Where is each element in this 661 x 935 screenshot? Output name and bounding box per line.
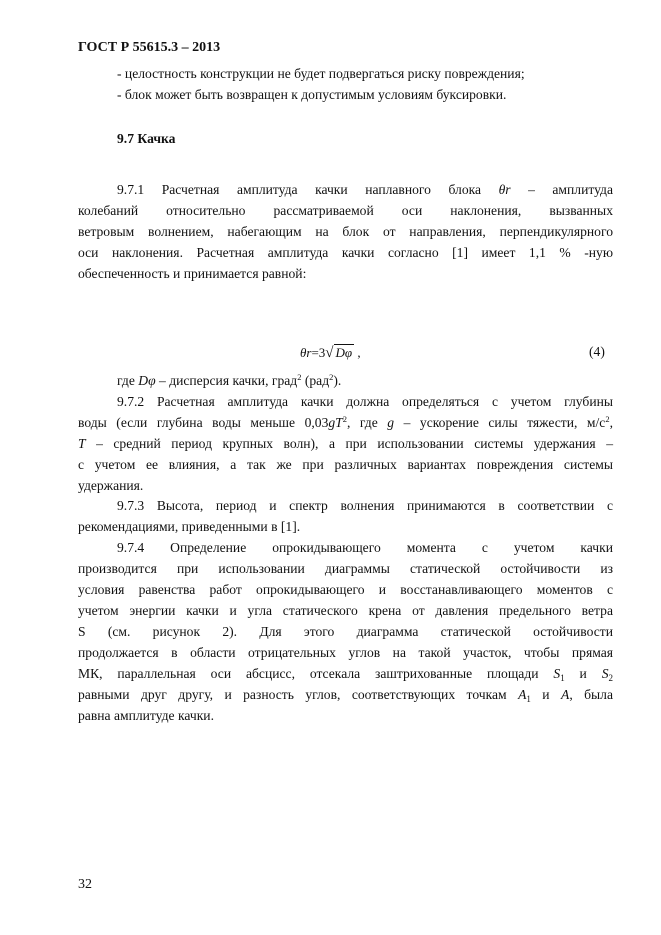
paragraph-971-line-1: 9.7.1 Расчетная амплитуда качки наплавного блока θr – амплитуда <box>117 182 613 197</box>
paragraph-971-line-4: оси наклонения. Расчетная амплитуда качки согласно [1] имеет 1,1 % -ную <box>78 245 613 260</box>
page-number: 32 <box>78 877 92 892</box>
where-clause: где Dφ – дисперсия качки, град$^2$ (рад$^2$). <box>117 372 342 388</box>
paragraph-972-line-5: удержания. <box>78 478 144 493</box>
paragraph-971-line-3: ветровым волнением, набегающим на блок от направления, перпендикулярного <box>78 224 613 239</box>
formula-radicand: Dφ <box>335 345 353 360</box>
paragraph-973-line-1: 9.7.3 Высота, период и спектр волнения принимаются в соответствии с <box>117 498 613 513</box>
paragraph-973-line-2: рекомендациями, приведенными в [1]. <box>78 519 301 534</box>
paragraph-974-line-5: S (см. рисунок 2). Для этого диаграмма статической остойчивости <box>78 624 613 639</box>
formula-4: θr=3√ Dφ , <box>300 345 361 361</box>
paragraph-971-line-2: колебаний относительно рассматриваемой оси наклонения, вызванных <box>78 203 613 218</box>
paragraph-972-line-4: с учетом ее влияния, а так же при различных вариантах повреждения системы <box>78 457 613 472</box>
document-header: ГОСТ Р 55615.3 – 2013 <box>78 40 221 55</box>
theta-r-symbol: θr <box>498 182 511 197</box>
formula-lhs: θr <box>300 345 312 360</box>
paragraph-972-line-3: T – средний период крупных волн), а при использовании системы удержания – <box>78 436 613 451</box>
paragraph-974-line-3: условия равенства работ опрокидывающего и восстанавливающего моментов с <box>78 582 613 597</box>
paragraph-972-line-2: воды (если глубина воды меньше $0,03gT^2$, где g – ускорение силы тяжести, $м/с^2$, <box>78 414 613 430</box>
bullet-item-1: - целостность конструкции не будет подвергаться риску повреждения; <box>117 66 525 81</box>
bullet-item-2: - блок может быть возвращен к допустимым условиям буксировки. <box>117 87 507 102</box>
section-title: 9.7 Качка <box>117 131 176 146</box>
paragraph-974-line-2: производится при использовании диаграммы статической остойчивости из <box>78 561 613 576</box>
paragraph-974-line-7: МК, параллельная оси абсцисс, отсекала заштрихованные площади $S_1$ и $S_2$ <box>78 666 613 683</box>
paragraph-972-line-1: 9.7.2 Расчетная амплитуда качки должна определяться с учетом глубины <box>117 394 613 409</box>
paragraph-974-line-4: учетом энергии качки и угла статического крена от давления предельного ветра <box>78 603 613 618</box>
paragraph-974-line-6: продолжается в области отрицательных углов на такой участок, чтобы прямая <box>78 645 613 660</box>
paragraph-971-line-5: обеспеченность и принимается равной: <box>78 266 307 281</box>
paragraph-974-line-1: 9.7.4 Определение опрокидывающего момента с учетом качки <box>117 540 613 555</box>
formula-number: (4) <box>589 344 605 359</box>
sqrt-symbol: √ Dφ <box>325 345 353 361</box>
paragraph-974-line-9: равна амплитуде качки. <box>78 708 214 723</box>
formula-eq: =3 <box>311 345 326 360</box>
paragraph-974-line-8: равными друг другу, и разность углов, соответствующих точкам $A_1$ и A, была <box>78 687 613 704</box>
